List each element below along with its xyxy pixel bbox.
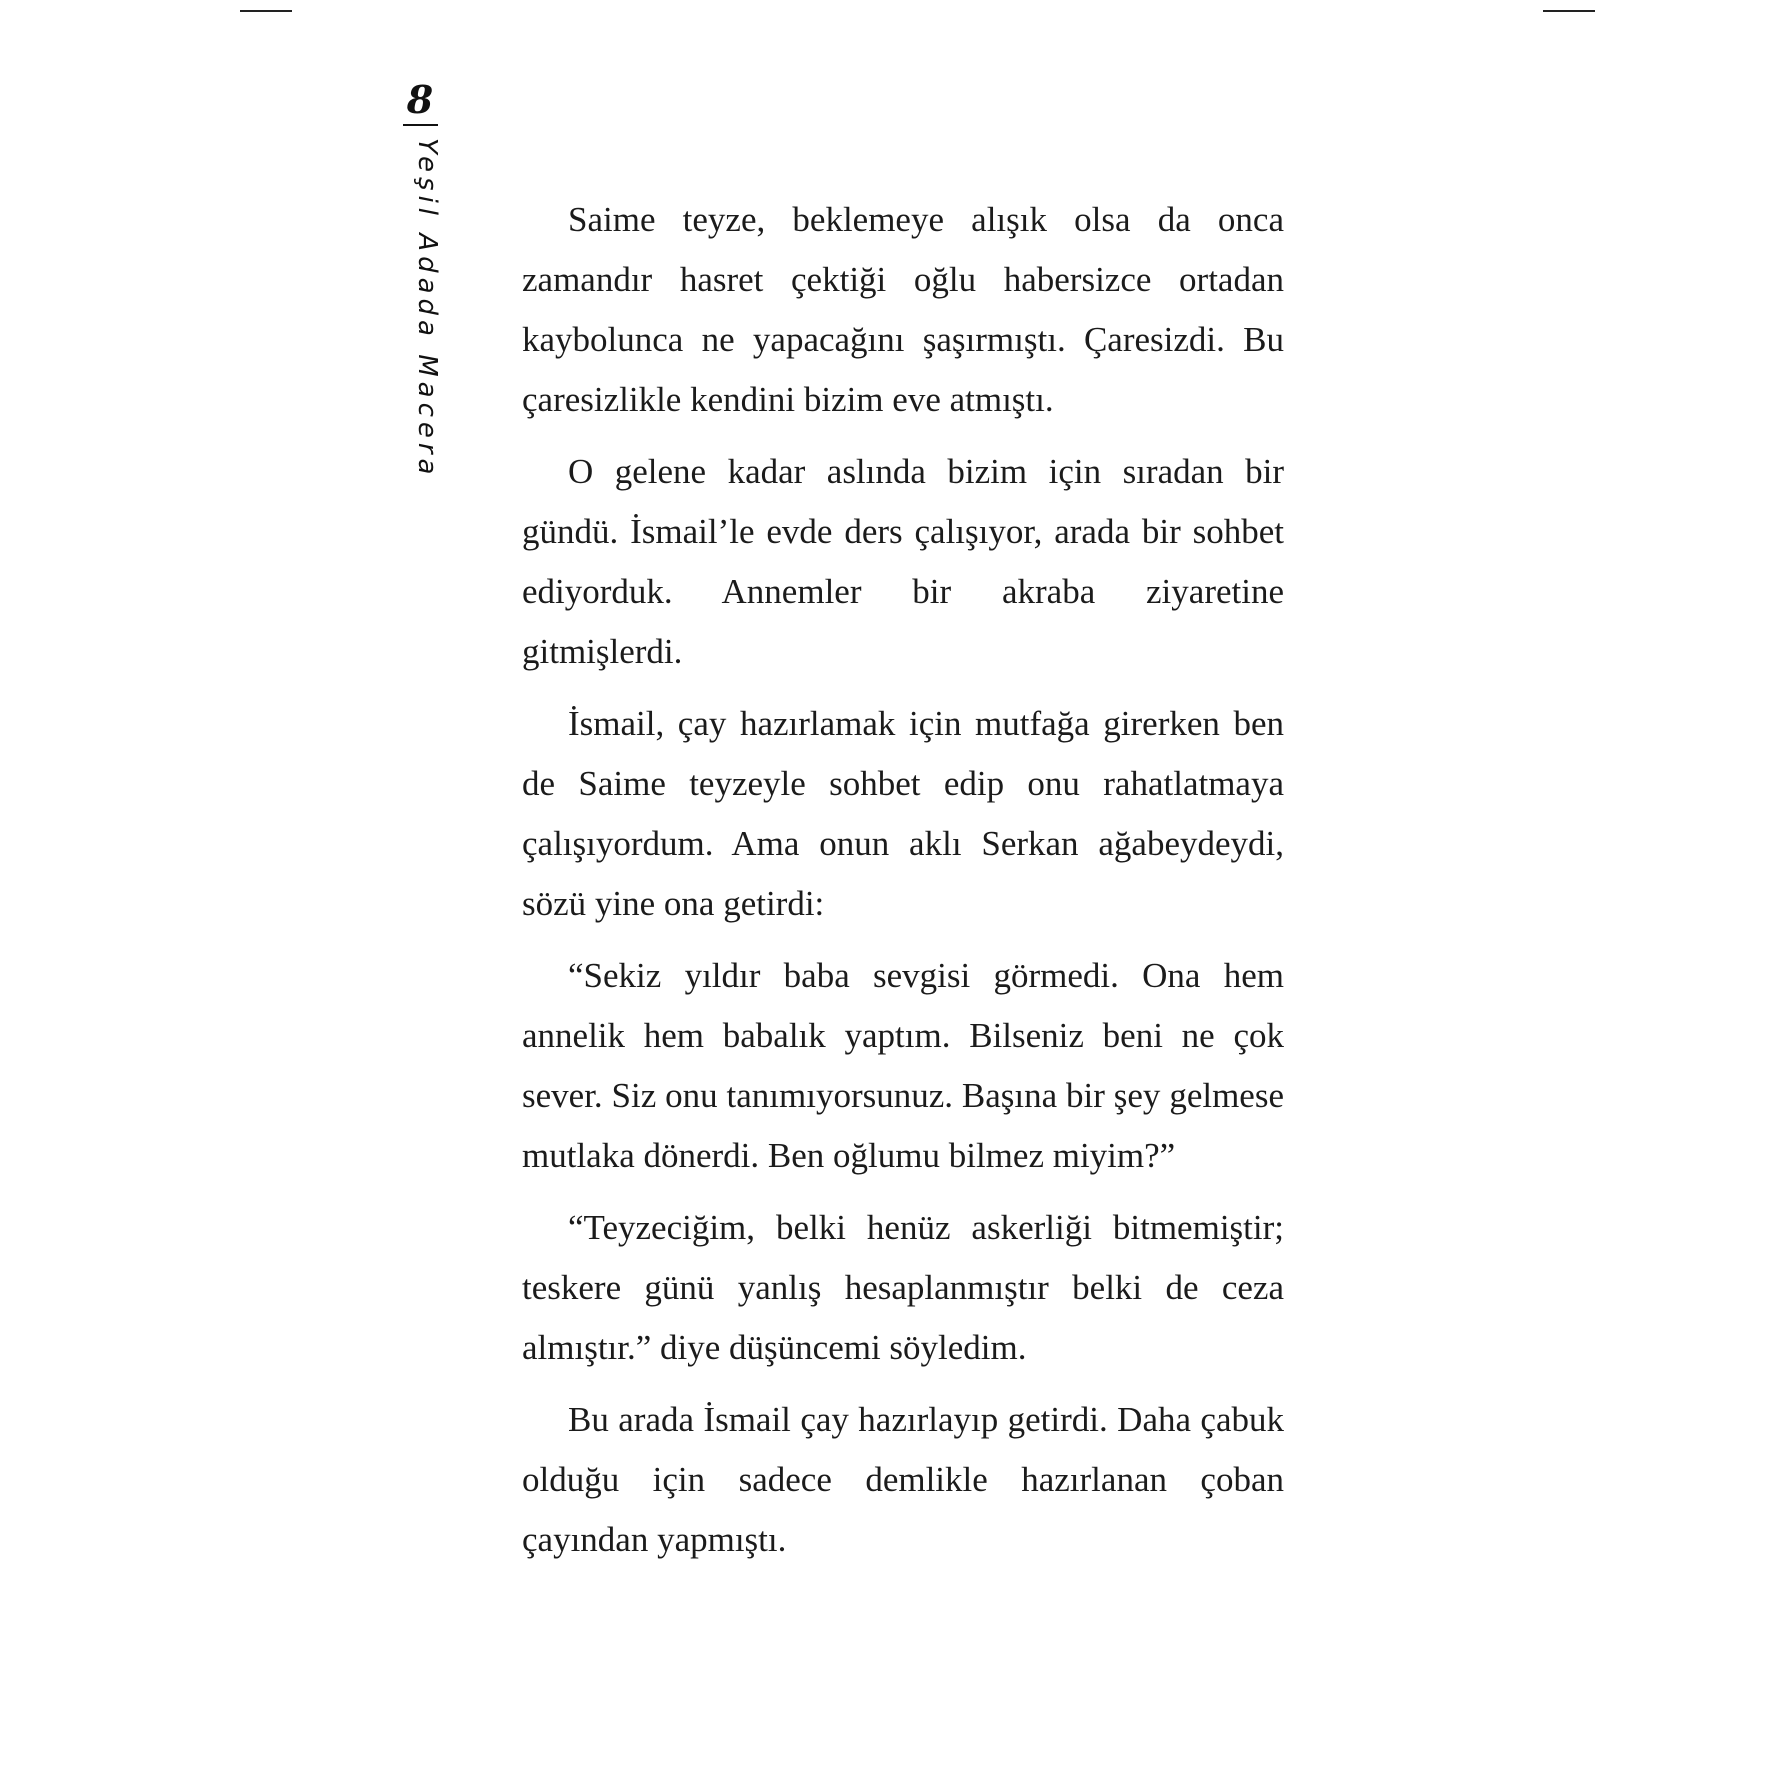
paragraph: Saime teyze, beklemeye alışık olsa da onca zamandır hasret çektiği oğlu habersizce ortadan kaybolunca ne yapacağını şaşırmıştı. Çaresizdi. Bu çaresizlikle kendini bizim eve atmıştı.: [522, 200, 1284, 419]
paragraph: Bu arada İsmail çay hazırlayıp getirdi. Daha çabuk olduğu için sadece demlikle hazırlanan çoban çayından yapmıştı.: [522, 1400, 1284, 1559]
paragraph: İsmail, çay hazırlamak için mutfağa girerken ben de Saime teyzeyle sohbet edip onu rahatlatmaya çalışıyordum. Ama onun aklı Serkan ağabeydeydi, sözü yine ona getirdi:: [522, 704, 1284, 923]
paragraph: “Teyzeciğim, belki henüz askerliği bitmemiştir; teskere günü yanlış hesaplanmıştır belki de ceza almıştır.” diye düşüncemi söyledim.: [522, 1208, 1284, 1367]
paragraph: “Sekiz yıldır baba sevgisi görmedi. Ona hem annelik hem babalık yaptım. Bilseniz beni ne çok sever. Siz onu tanımıyorsunuz. Başına bir şey gelmese mutlaka dönerdi. Ben oğlumu bilmez miyim?”: [522, 956, 1284, 1175]
header-divider: [403, 124, 438, 126]
paragraph: O gelene kadar aslında bizim için sıradan bir gündü. İsmail’le evde ders çalışıyor, arada bir sohbet ediyorduk. Annemler bir akraba ziyaretine gitmişlerdi.: [522, 452, 1284, 671]
crop-mark-left: [240, 10, 292, 12]
body-text: [522, 190, 1284, 1582]
page-number: 8: [406, 77, 434, 122]
crop-mark-right: [1543, 10, 1595, 12]
running-title: Yeşil Adada Macera: [412, 138, 442, 480]
